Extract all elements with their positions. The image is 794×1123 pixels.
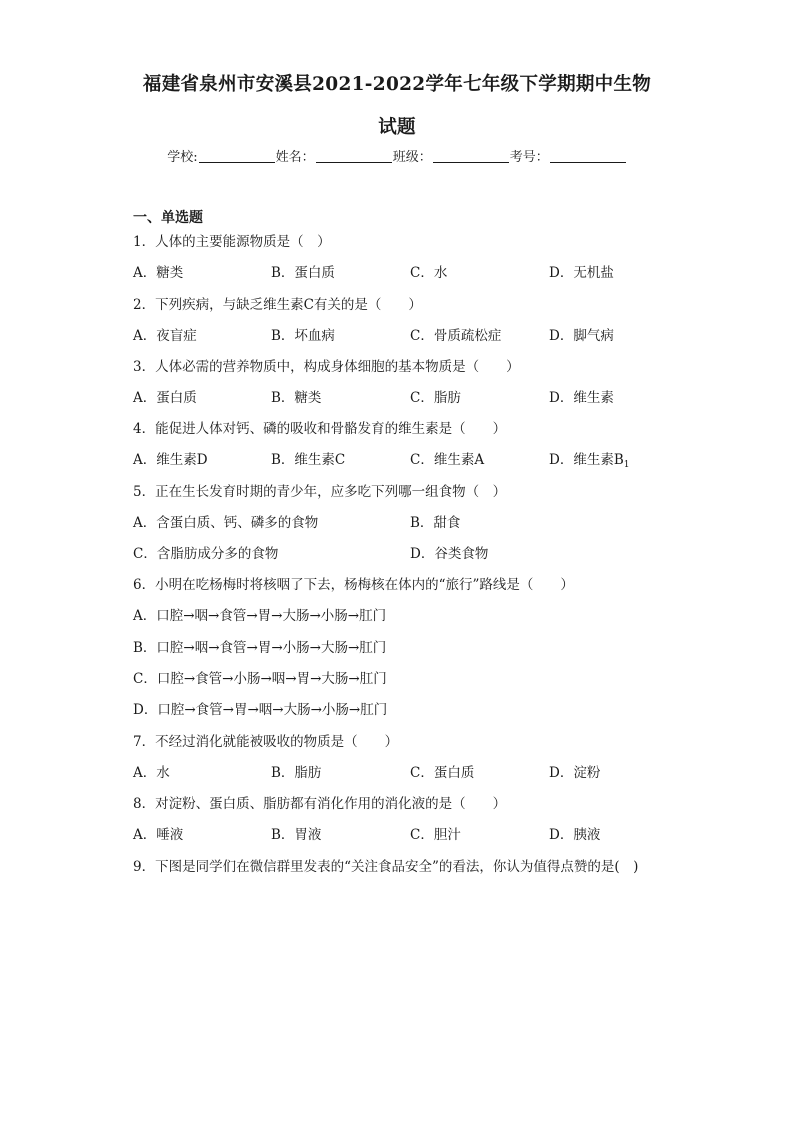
q4-option-d-subscript: 1: [623, 460, 630, 470]
q4-option-a: A．维生素D: [133, 452, 208, 468]
q2-option-b: B．坏血病: [271, 328, 335, 344]
school-blank[interactable]: [199, 150, 275, 163]
q6-option-a: A．口腔→咽→食管→胃→大肠→小肠→肛门: [133, 608, 387, 624]
q5-option-d: D．谷类食物: [410, 546, 489, 562]
question-5: 5．正在生长发育时期的青少年，应多吃下列哪一组食物（ ）: [133, 484, 507, 500]
q2-option-d: D．脚气病: [549, 328, 614, 344]
q2-option-a: A．夜盲症: [133, 328, 197, 344]
question-1: 1．人体的主要能源物质是（ ）: [133, 234, 331, 250]
q1-option-a: A．糖类: [133, 265, 184, 281]
q6-option-d: D．口腔→食管→胃→咽→大肠→小肠→肛门: [133, 702, 388, 718]
q4-option-d-text: D．维生素B: [549, 452, 624, 468]
school-label: 学校:: [167, 150, 198, 165]
class-blank[interactable]: [433, 150, 509, 163]
q3-option-a: A．蛋白质: [133, 390, 197, 406]
q3-option-d: D．维生素: [549, 390, 614, 406]
question-8: 8．对淀粉、蛋白质、脂肪都有消化作用的消化液的是（ ）: [133, 796, 507, 812]
q3-option-c: C．脂肪: [410, 390, 461, 406]
question-7: 7．不经过消化就能被吸收的物质是（ ）: [133, 734, 399, 750]
q4-option-d: [549, 450, 629, 470]
q7-option-b: B．脂肪: [271, 765, 322, 781]
q3-option-b: B．糖类: [271, 390, 322, 406]
q1-option-d: D．无机盐: [549, 265, 614, 281]
q1-option-c: C．水: [410, 265, 448, 281]
q5-option-a: A．含蛋白质、钙、磷多的食物: [133, 515, 319, 531]
section-heading: 一、单选题: [133, 210, 203, 226]
name-label: 姓名：: [275, 150, 315, 165]
q4-option-b: B．维生素C: [271, 452, 346, 468]
q4-option-c: C．维生素A: [410, 452, 485, 468]
exam-number-label: 考号：: [509, 150, 549, 165]
q1-option-b: B．蛋白质: [271, 265, 335, 281]
question-9: 9．下图是同学们在微信群里发表的“关注食品安全”的看法，你认为值得点赞的是( ): [133, 859, 639, 875]
q7-option-c: C．蛋白质: [410, 765, 475, 781]
q5-option-c: C．含脂肪成分多的食物: [133, 546, 279, 562]
question-3: 3．人体必需的营养物质中，构成身体细胞的基本物质是（ ）: [133, 359, 520, 375]
name-blank[interactable]: [316, 150, 392, 163]
q5-option-b: B．甜食: [410, 515, 461, 531]
q8-option-b: B．胃液: [271, 827, 322, 843]
exam-title: 福建省泉州市安溪县2021-2022学年七年级下学期期中生物: [142, 74, 652, 95]
q6-option-c: C．口腔→食管→小肠→咽→胃→大肠→肛门: [133, 671, 387, 687]
question-6: 6．小明在吃杨梅时将核咽了下去，杨梅核在体内的“旅行”路线是（ ）: [133, 577, 574, 593]
exam-number-blank[interactable]: [550, 150, 626, 163]
student-info-line: [0, 146, 794, 165]
q8-option-d: D．胰液: [549, 827, 601, 843]
q8-option-c: C．胆汁: [410, 827, 461, 843]
class-label: 班级：: [392, 150, 432, 165]
exam-title-continued: 试题: [378, 117, 416, 138]
q7-option-d: D．淀粉: [549, 765, 601, 781]
q6-option-b: B．口腔→咽→食管→胃→小肠→大肠→肛门: [133, 640, 387, 656]
q7-option-a: A．水: [133, 765, 170, 781]
q8-option-a: A．唾液: [133, 827, 184, 843]
question-2: 2．下列疾病，与缺乏维生素C有关的是（ ）: [133, 297, 422, 313]
question-4: 4．能促进人体对钙、磷的吸收和骨骼发育的维生素是（ ）: [133, 421, 507, 437]
q2-option-c: C．骨质疏松症: [410, 328, 502, 344]
